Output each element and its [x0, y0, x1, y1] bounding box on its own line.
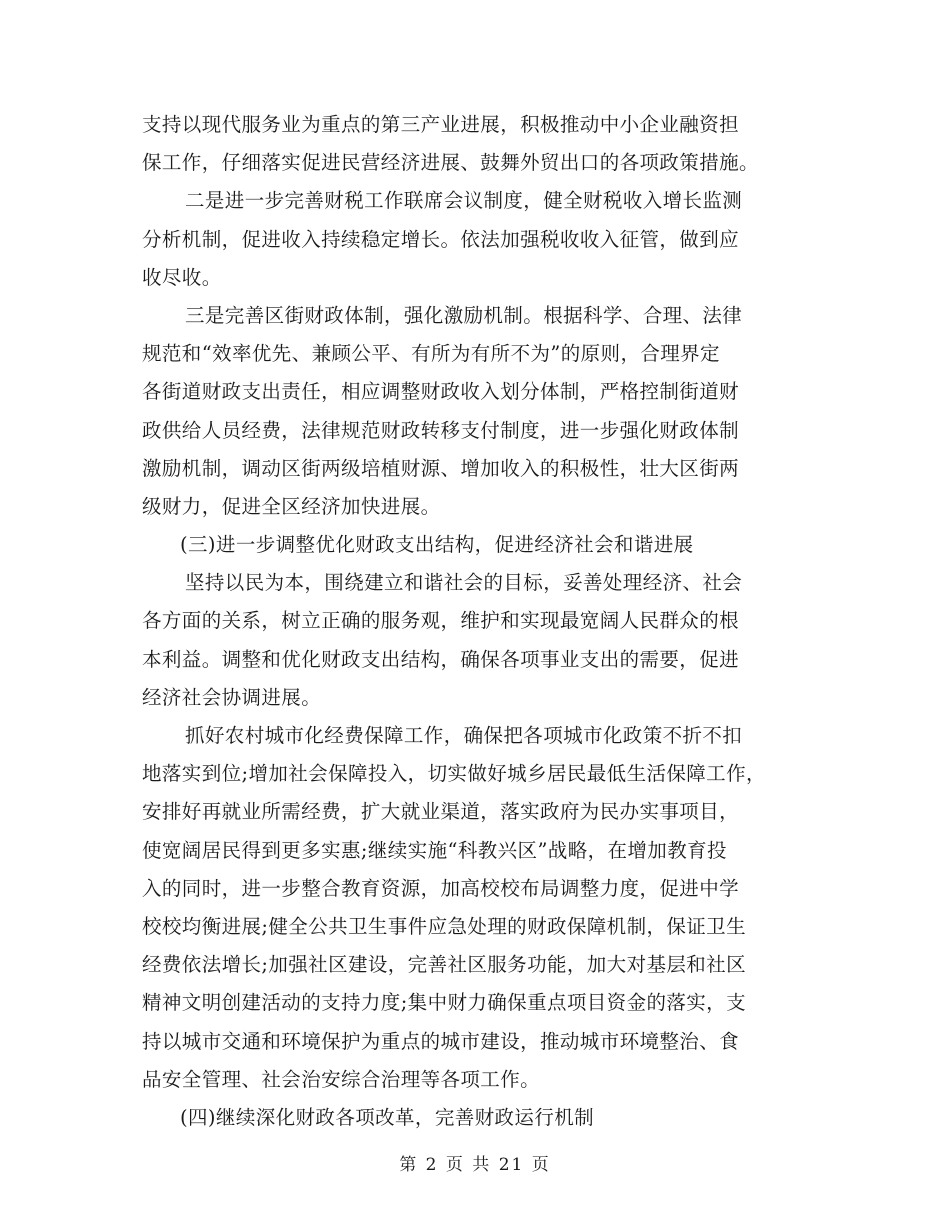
text-line: 激励机制，调动区街两级培植财源、增加收入的积极性，壮大区街两	[142, 456, 740, 480]
text-line: 入的同时，进一步整合教育资源，加高校校布局调整力度，促进中学	[142, 876, 740, 900]
text-line: 安排好再就业所需经费，扩大就业渠道，落实政府为民办实事项目，	[142, 800, 740, 824]
footer-suffix: 页	[531, 1155, 551, 1175]
text-line: 各方面的关系，树立正确的服务观，维护和实现最宽阔人民群众的根	[142, 609, 740, 633]
text-line: 持以城市交通和环境保护为重点的城市建设，推动城市环境整治、食	[142, 1029, 740, 1053]
text-line: 级财力，促进全区经济加快进展。	[142, 494, 441, 518]
text-line: 规范和“效率优先、兼顾公平、有所为有所不为”的原则，合理界定	[142, 342, 720, 366]
text-line: 使宽阔居民得到更多实惠;继续实施“科教兴区”战略，在增加教育投	[142, 838, 727, 862]
text-line: 各街道财政支出责任，相应调整财政收入划分体制，严格控制街道财	[142, 380, 740, 404]
text-line: 坚持以民为本，围绕建立和谐社会的目标，妥善处理经济、社会	[185, 571, 743, 595]
page-footer	[0, 1153, 950, 1177]
text-line: 地落实到位;增加社会保障投入，切实做好城乡居民最低生活保障工作，	[142, 762, 766, 786]
text-line: 经费依法增长;加强社区建设，完善社区服务功能，加大对基层和社区	[142, 953, 746, 977]
section-heading: (三)进一步调整优化财政支出结构，促进经济社会和谐进展	[180, 533, 694, 557]
text-line: 保工作，仔细落实促进民营经济进展、鼓舞外贸出口的各项政策措施。	[142, 151, 759, 175]
footer-middle: 页 共	[445, 1155, 492, 1175]
text-line: 二是进一步完善财税工作联席会议制度，健全财税收入增长监测	[185, 189, 743, 213]
footer-prefix: 第	[399, 1155, 419, 1175]
text-line: 抓好农村城市化经费保障工作，确保把各项城市化政策不折不扣	[185, 724, 743, 747]
text-line: 支持以现代服务业为重点的第三产业进展，积极推动中小企业融资担	[142, 113, 740, 136]
footer-page-number: 2	[425, 1155, 439, 1175]
document-body	[142, 106, 822, 1137]
text-line: 本利益。调整和优化财政支出结构，确保各项事业支出的需要，促进	[142, 647, 740, 671]
text-line: 校校均衡进展;健全公共卫生事件应急处理的财政保障机制，保证卫生	[142, 914, 746, 938]
section-heading: (四)继续深化财政各项改革，完善财政运行机制	[180, 1105, 595, 1129]
text-line: 经济社会协调进展。	[142, 685, 322, 709]
text-line: 精神文明创建活动的支持力度;集中财力确保重点项目资金的落实，支	[142, 991, 746, 1015]
text-line: 品安全管理、社会治安综合治理等各项工作。	[142, 1067, 541, 1091]
text-line: 政供给人员经费，法律规范财政转移支付制度，进一步强化财政体制	[142, 418, 740, 442]
footer-total-pages: 21	[498, 1155, 525, 1175]
text-line: 收尽收。	[142, 265, 222, 289]
text-line: 三是完善区街财政体制，强化激励机制。根据科学、合理、法律	[185, 303, 743, 327]
text-line: 分析机制，促进收入持续稳定增长。依法加强税收收入征管，做到应	[142, 227, 740, 251]
